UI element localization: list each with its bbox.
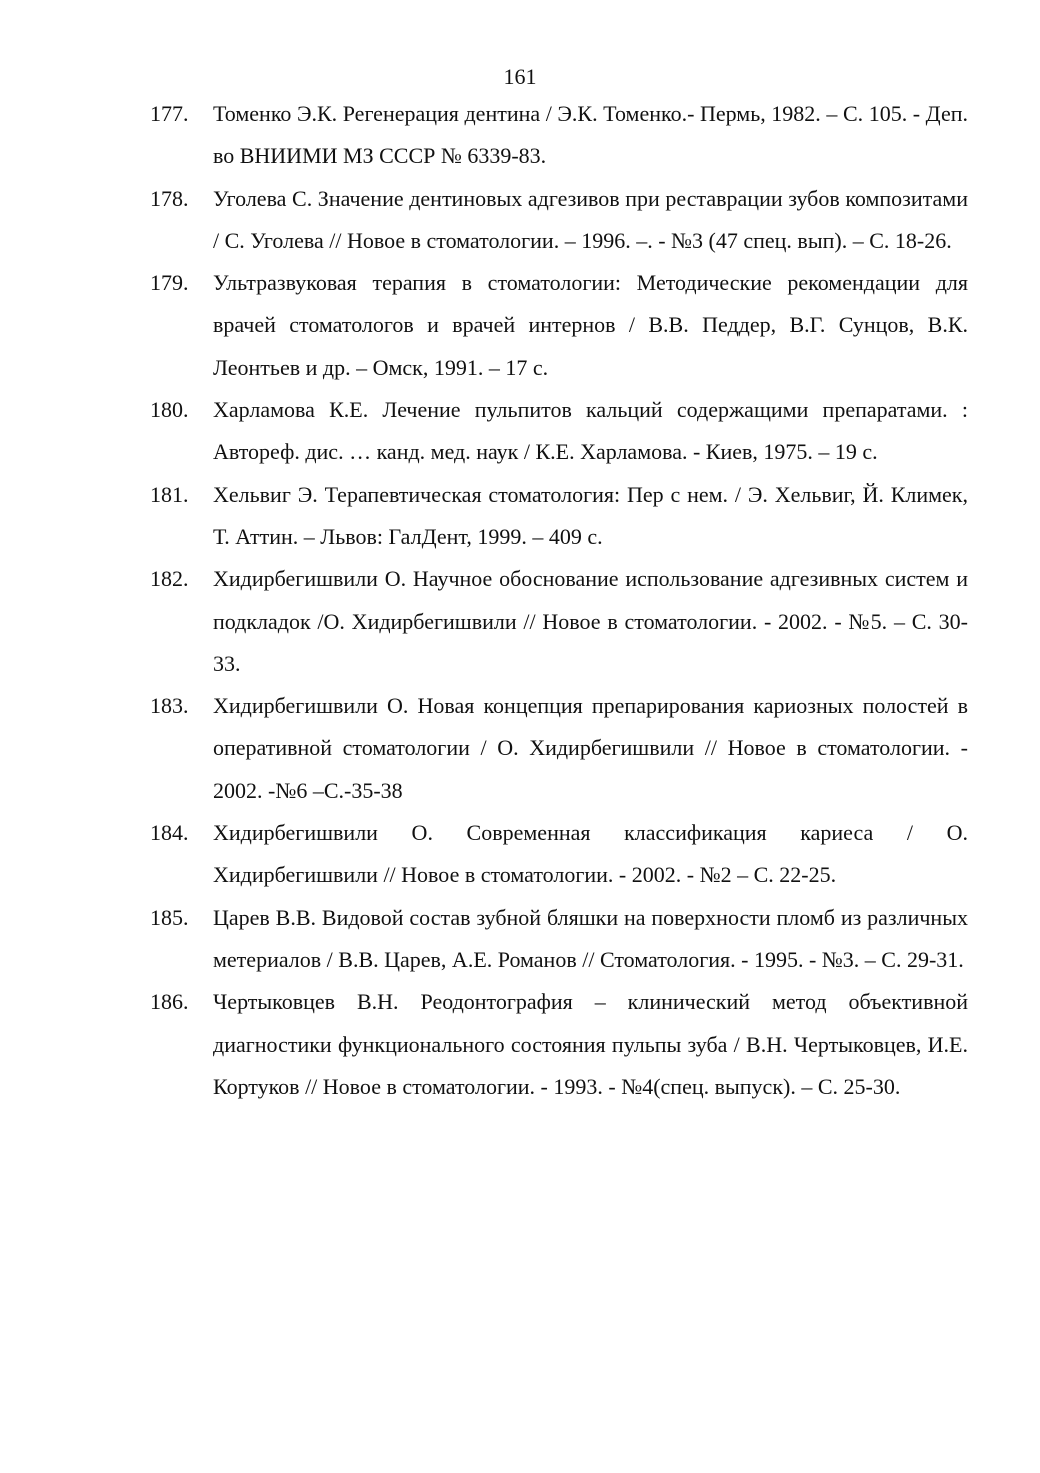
reference-list (150, 93, 968, 1108)
page-number: 161 (503, 64, 537, 89)
reference-text: Томенко Э.К. Регенерация дентина / Э.К. Томенко.- Пермь, 1982. – С. 105. - Деп. во ВНИИМИ МЗ СССР № 6339-83. (213, 101, 968, 169)
reference-item (150, 262, 968, 389)
reference-item (150, 474, 968, 559)
reference-text: Хидирбегишвили О. Научное обоснование использование адгезивных систем и подкладок /О. Хидирбегишвили // Новое в стоматологии. - 2002. - №5. – С. 30-33. (213, 566, 968, 676)
reference-text: Уголева С. Значение дентиновых адгезивов при реставрации зубов композитами / С. Уголева // Новое в стоматологии. – 1996. –. - №3 (47 спец. вып). – С. 18-26. (213, 185, 968, 253)
reference-item (150, 93, 968, 178)
reference-number: 185. (150, 904, 189, 930)
reference-text: Чертыковцев В.Н. Реодонтография – клинический метод объективной диагностики функционального состояния пульпы зуба / В.Н. Чертыковцев, И.Е. Кортуков // Новое в стоматологии. - 1993. - №4(спец. выпуск). – С. 25-30. (213, 989, 968, 1099)
reference-item (150, 897, 968, 982)
reference-text: Царев В.В. Видовой состав зубной бляшки на поверхности пломб из различных метериалов / В.В. Царев, А.Е. Романов // Стоматология. - 1995. - №3. – С. 29-31. (213, 904, 968, 972)
reference-number: 182. (150, 566, 189, 592)
reference-number: 183. (150, 693, 189, 719)
reference-text: Ультразвуковая терапия в стоматологии: Методические рекомендации для врачей стоматологов и врачей интернов / В.В. Педдер, В.Г. Сунцов, В.К. Леонтьев и др. – Омск, 1991. – 17 с. (213, 270, 968, 380)
reference-number: 177. (150, 101, 189, 126)
reference-item (150, 389, 968, 474)
reference-item (150, 685, 968, 812)
reference-number: 178. (150, 185, 189, 211)
reference-item (150, 812, 968, 897)
reference-item (150, 558, 968, 685)
reference-text: Харламова К.Е. Лечение пульпитов кальций содержащими препаратами. : Автореф. дис. … канд. мед. наук / К.Е. Харламова. - Киев, 1975. – 19 с. (213, 397, 968, 465)
reference-number: 181. (150, 481, 189, 507)
reference-number: 184. (150, 820, 189, 846)
reference-item (150, 981, 968, 1108)
reference-number: 179. (150, 270, 189, 296)
reference-text: Хидирбегишвили О. Новая концепция препарирования кариозных полостей в оперативной стоматологии / О. Хидирбегишвили // Новое в стоматологии. - 2002. -№6 –С.-35-38 (213, 693, 968, 803)
reference-item (150, 178, 968, 263)
reference-number: 180. (150, 397, 189, 423)
reference-number: 186. (150, 989, 189, 1015)
reference-text: Хидирбегишвили О. Современная классификация кариеса / О. Хидирбегишвили // Новое в стоматологии. - 2002. - №2 – С. 22-25. (213, 820, 968, 888)
reference-text: Хельвиг Э. Терапевтическая стоматология: Пер с нем. / Э. Хельвиг, Й. Климек, Т. Аттин. – Львов: ГалДент, 1999. – 409 с. (213, 481, 968, 549)
